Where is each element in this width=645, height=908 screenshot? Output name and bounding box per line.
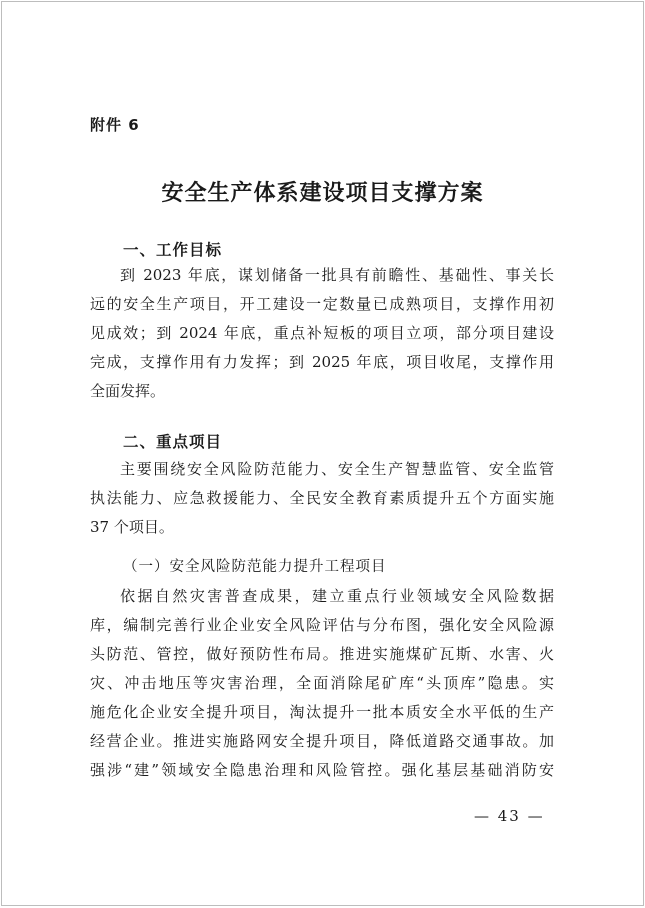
section-1-paragraph	[90, 261, 554, 406]
text-line: 灾、冲击地压等灾害治理，全面消除尾矿库“头顶库”隐患。实	[90, 674, 554, 692]
text-line: 完成，支撑作用有力发挥；到 2025 年底，项目收尾，支撑作用	[90, 353, 554, 371]
page-number: — 43 —	[474, 807, 545, 825]
text-line: 施危化企业安全提升项目，淘汰提升一批本质安全水平低的生产	[90, 703, 554, 721]
attachment-label: 附件 6	[90, 116, 140, 134]
text-line: 全面发挥。	[90, 382, 166, 400]
text-line: 执法能力、应急救援能力、全民安全教育素质提升五个方面实施	[90, 489, 554, 507]
document-title: 安全生产体系建设项目支撑方案	[161, 180, 484, 206]
text-line: 37 个项目。	[90, 518, 174, 536]
section-1-heading: 一、工作目标	[123, 241, 223, 259]
text-line: 经营企业。推进实施路网安全提升项目，降低道路交通事故。加	[90, 732, 554, 750]
text-line: 到 2023 年底，谋划储备一批具有前瞻性、基础性、事关长	[120, 266, 554, 284]
section-2-paragraph	[90, 455, 554, 542]
text-line: 头防范、管控，做好预防性布局。推进实施煤矿瓦斯、水害、火	[90, 645, 554, 663]
text-line: 库，编制完善行业企业安全风险评估与分布图，强化安全风险源	[90, 616, 554, 634]
subsection-1-heading: （一）安全风险防范能力提升工程项目	[123, 559, 387, 575]
text-line: 依据自然灾害普查成果，建立重点行业领域安全风险数据	[120, 587, 554, 605]
text-line: 远的安全生产项目，开工建设一定数量已成熟项目，支撑作用初	[90, 295, 554, 313]
subsection-1-paragraph	[90, 582, 554, 785]
document-page	[1, 1, 644, 906]
section-2-heading: 二、重点项目	[123, 433, 223, 451]
text-line: 强涉“建”领域安全隐患治理和风险管控。强化基层基础消防安	[90, 761, 554, 779]
text-line: 主要围绕安全风险防范能力、安全生产智慧监管、安全监管	[120, 460, 554, 478]
text-line: 见成效；到 2024 年底，重点补短板的项目立项，部分项目建设	[90, 324, 554, 342]
